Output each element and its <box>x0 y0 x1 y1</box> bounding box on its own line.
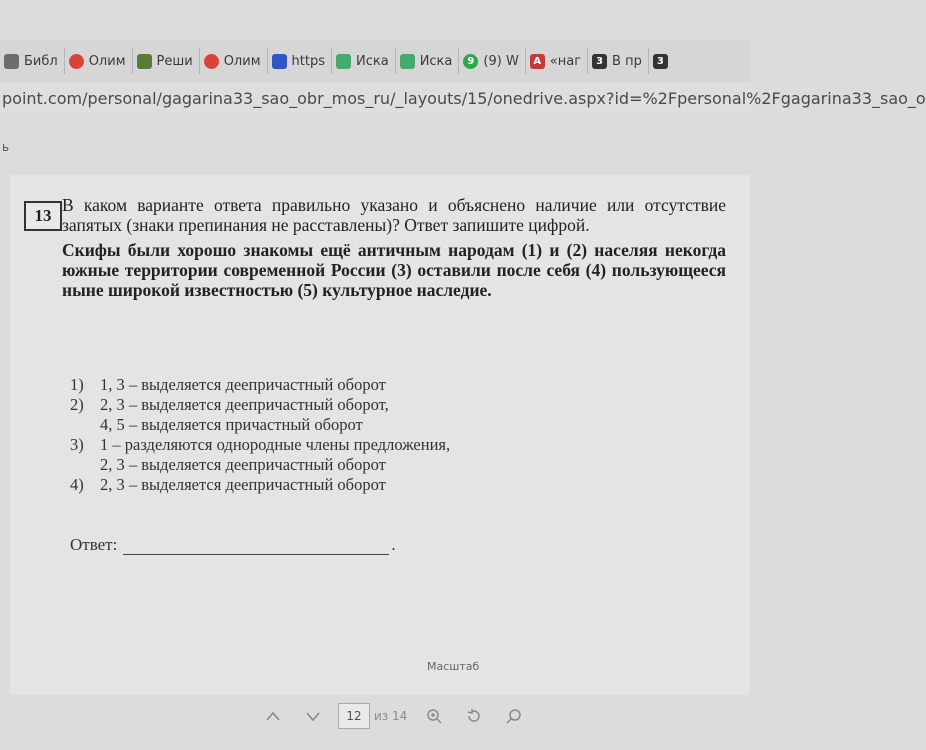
chevron-up-icon[interactable] <box>260 703 286 729</box>
globe-icon <box>69 54 84 69</box>
search-icon[interactable] <box>501 703 527 729</box>
answer-label: Ответ: <box>70 535 118 554</box>
chevron-down-icon[interactable] <box>300 703 326 729</box>
three-badge-icon: 3 <box>592 54 607 69</box>
option-text: 1 – разделяются однородные члены предложения, <box>100 435 451 454</box>
zoom-tooltip: Масштаб <box>427 660 480 673</box>
bookmark-item[interactable]: Олим <box>65 48 133 74</box>
generic-page-icon <box>4 54 19 69</box>
green-check-icon <box>336 54 351 69</box>
globe-icon <box>204 54 219 69</box>
option-text: 1, 3 – выделяется деепричастный оборот <box>100 375 386 394</box>
bookmark-item[interactable] <box>649 48 679 74</box>
page-count-label: из 14 <box>374 709 408 723</box>
blue-square-icon <box>272 54 287 69</box>
viewer-toolbar <box>260 698 580 734</box>
bookmark-item[interactable]: https <box>268 48 332 74</box>
bookmark-item[interactable]: Иска <box>332 48 396 74</box>
page-number-input[interactable]: 12 <box>338 703 370 729</box>
option-line <box>70 435 630 455</box>
option-number: 4) <box>70 475 84 494</box>
option-text: 2, 3 – выделяется деепричастный оборот <box>100 455 386 474</box>
option-line <box>70 475 630 495</box>
bookmarks-bar <box>0 40 750 83</box>
option-number <box>70 455 100 475</box>
option-number: 2) <box>70 395 84 414</box>
question-block <box>62 195 726 300</box>
a-letter-icon: A <box>530 54 545 69</box>
option-number: 1) <box>70 375 84 394</box>
option-text: 2, 3 – выделяется деепричастный оборот, <box>100 395 389 414</box>
option-number: 3) <box>70 435 84 454</box>
zoom-in-icon[interactable] <box>421 703 447 729</box>
whatsapp-icon: 9 <box>463 54 478 69</box>
question-text: В каком варианте ответа правильно указано и объяснено наличие или отсутствие запятых (знаки препинания не расставлены)? Ответ запишите цифрой. <box>62 195 726 235</box>
bookmark-item[interactable]: Библ <box>0 48 65 74</box>
bookmark-item[interactable]: Иска <box>396 48 460 74</box>
page-fragment-text: ь <box>2 140 10 154</box>
bookmark-item[interactable]: A «наг <box>526 48 588 74</box>
answer-options <box>70 375 630 495</box>
task-sentence: Скифы были хорошо знакомы ещё античным народам (1) и (2) населяя некогда южные территории современной России (3) оставили после себя (4) пользующееся ныне широкой известностью (5) культурное наследие. <box>62 240 726 300</box>
option-text: 4, 5 – выделяется причастный оборот <box>100 415 363 434</box>
answer-blank-line <box>123 538 389 555</box>
green-check-icon <box>400 54 415 69</box>
three-badge-icon: 3 <box>653 54 668 69</box>
address-bar[interactable] <box>0 82 926 116</box>
bookmark-item[interactable]: 3 В пр <box>588 48 649 74</box>
option-line <box>70 415 630 435</box>
question-number: 13 <box>24 201 62 231</box>
option-line <box>70 395 630 415</box>
document-page <box>10 175 750 695</box>
option-number <box>70 415 100 435</box>
bookmark-item[interactable]: 9 (9) W <box>459 48 525 74</box>
bird-icon <box>137 54 152 69</box>
bookmark-item[interactable]: Реши <box>133 48 200 74</box>
option-line <box>70 455 630 475</box>
option-text: 2, 3 – выделяется деепричастный оборот <box>100 475 386 494</box>
answer-row <box>70 535 396 555</box>
rotate-icon[interactable] <box>461 703 487 729</box>
option-line <box>70 375 630 395</box>
answer-end-dot: . <box>391 535 396 554</box>
url-text: point.com/personal/gagarina33_sao_obr_mos_ru/_layouts/15/onedrive.aspx?id=%2Fpersonal%2Fgagarina33_sao_o <box>2 89 926 108</box>
bookmark-item[interactable]: Олим <box>200 48 268 74</box>
